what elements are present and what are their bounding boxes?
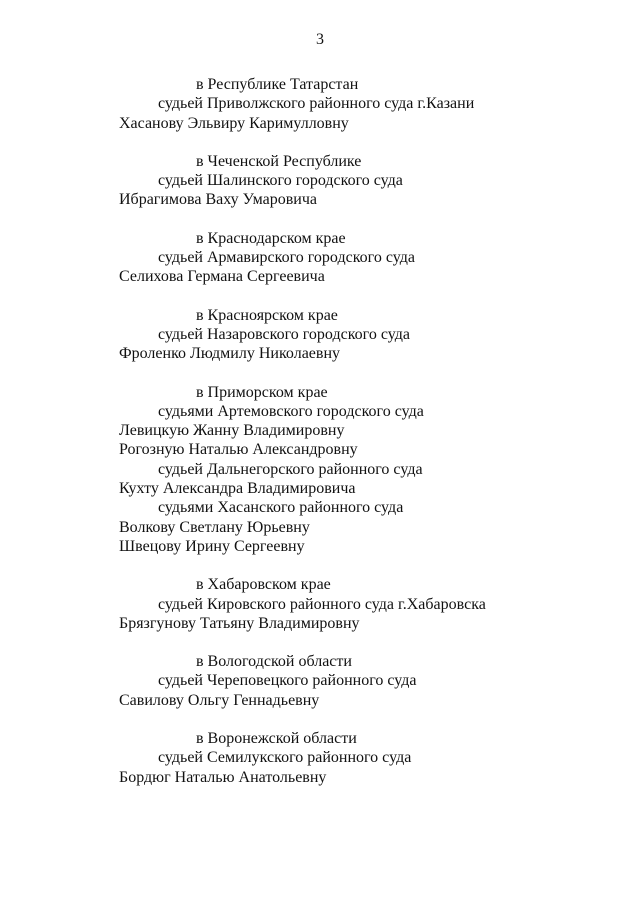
judge-name: Брязгунову Татьяну Владимировну bbox=[119, 614, 360, 632]
region-section bbox=[0, 306, 640, 364]
judge-name: Кухту Александра Владимировича bbox=[119, 480, 356, 498]
page-number: 3 bbox=[316, 31, 324, 48]
region-heading: в Вологодской области bbox=[196, 653, 352, 671]
judge-name: Хасанову Эльвиру Каримулловну bbox=[119, 114, 349, 132]
region-heading: в Чеченской Республике bbox=[196, 152, 362, 170]
court-line: судьей Семилукского районного суда bbox=[158, 749, 412, 767]
court-line: судьями Хасанского районного суда bbox=[158, 499, 404, 517]
region-section bbox=[0, 383, 640, 557]
judge-name: Рогозную Наталью Александровну bbox=[119, 441, 358, 459]
judge-name: Бордюг Наталью Анатольевну bbox=[119, 768, 327, 786]
judge-name: Фроленко Людмилу Николаевну bbox=[119, 345, 341, 363]
judge-name: Левицкую Жанну Владимировну bbox=[119, 422, 345, 440]
court-line: судьей Дальнегорского районного суда bbox=[158, 460, 423, 478]
region-heading: в Краснодарском крае bbox=[196, 229, 346, 247]
judge-name: Швецову Ирину Сергеевну bbox=[119, 537, 305, 555]
court-line: судьей Приволжского районного суда г.Казани bbox=[158, 95, 475, 113]
region-section bbox=[0, 75, 640, 133]
court-line: судьей Кировского районного суда г.Хабаровска bbox=[158, 595, 486, 613]
region-heading: в Красноярском крае bbox=[196, 306, 338, 324]
region-section bbox=[0, 652, 640, 710]
court-line: судьей Армавирского городского суда bbox=[158, 249, 415, 267]
court-line: судьями Артемовского городского суда bbox=[158, 402, 424, 420]
region-heading: в Приморском крае bbox=[196, 383, 328, 401]
court-line: судьей Череповецкого районного суда bbox=[158, 672, 417, 690]
region-heading: в Республике Татарстан bbox=[196, 76, 359, 93]
judge-name: Волкову Светлану Юрьевну bbox=[119, 518, 310, 536]
judge-name: Ибрагимова Ваху Умаровича bbox=[119, 191, 317, 209]
judge-name: Селихова Германа Сергеевича bbox=[119, 268, 325, 286]
region-section bbox=[0, 152, 640, 210]
region-heading: в Воронежской области bbox=[196, 730, 357, 748]
region-section bbox=[0, 729, 640, 787]
court-line: судьей Назаровского городского суда bbox=[158, 325, 410, 343]
court-line: судьей Шалинского городского суда bbox=[158, 172, 403, 190]
judge-name: Савилову Ольгу Геннадьевну bbox=[119, 691, 320, 709]
region-section bbox=[0, 575, 640, 633]
region-heading: в Хабаровском крае bbox=[196, 576, 331, 594]
document-body bbox=[0, 75, 640, 806]
region-section bbox=[0, 229, 640, 287]
